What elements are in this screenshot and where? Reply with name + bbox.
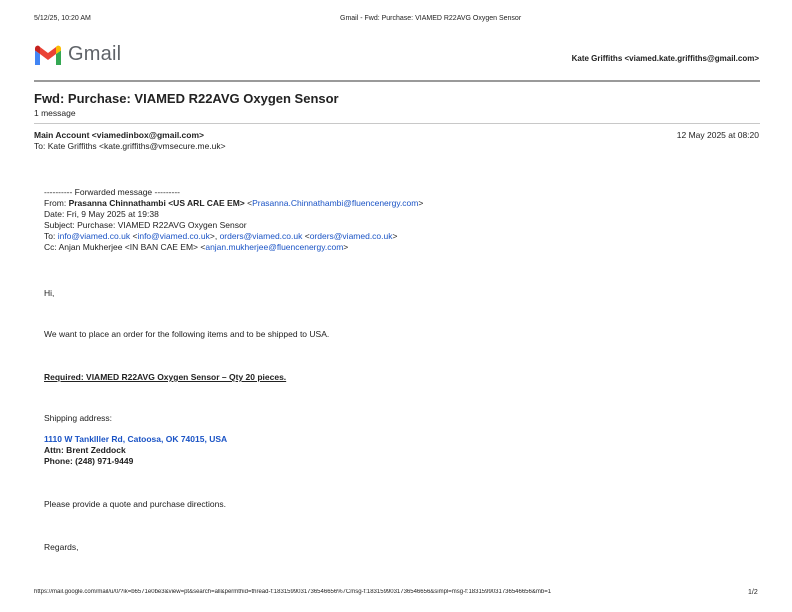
gmail-logo[interactable]: [33, 43, 121, 66]
header-divider: [34, 80, 760, 82]
cc-end: >: [343, 242, 349, 252]
forward-separator: ---------- Forwarded message ---------: [44, 187, 180, 197]
message-to: To: Kate Griffiths <kate.griffiths@vmsecure.me.uk>: [34, 141, 226, 151]
forward-from-label: From:: [44, 198, 69, 208]
forward-from-open: <: [244, 198, 253, 208]
closing-text: Regards,: [44, 542, 79, 552]
to-sep-2: >,: [209, 231, 220, 241]
forward-date: Date: Fri, 9 May 2025 at 19:38: [44, 209, 159, 219]
to-sep-4: >: [392, 231, 398, 241]
forward-from-name: Prasanna Chinnathambi <US ARL CAE EM>: [68, 198, 245, 208]
message-count: 1 message: [34, 108, 76, 118]
greeting: Hi,: [44, 288, 55, 298]
to-sep-3: <: [302, 231, 310, 241]
message-date: 12 May 2025 at 08:20: [676, 130, 759, 140]
to-email-link-1[interactable]: info@viamed.co.uk: [57, 231, 131, 241]
to-sep-1: <: [130, 231, 138, 241]
request-text: Please provide a quote and purchase directions.: [44, 499, 226, 509]
subject-divider: [34, 123, 760, 124]
forward-to: [44, 231, 397, 242]
intro-text: We want to place an order for the following items and to be shipped to USA.: [44, 329, 330, 339]
to-email-link-4[interactable]: orders@viamed.co.uk: [309, 231, 393, 241]
gmail-m-icon: [33, 43, 63, 66]
forward-from: [44, 198, 423, 209]
thread-subject: Fwd: Purchase: VIAMED R22AVG Oxygen Sensor: [34, 91, 339, 106]
footer-url: https://mail.google.com/mail/u/0/?ik=b6571e0be3&view=pt&search=all&permthid=thread-f:1831599031736546656%7Cmsg-f:1831599031736546656&simpl=msg-f:1831599031736546656&mb=1: [34, 589, 552, 595]
print-title: Gmail - Fwd: Purchase: VIAMED R22AVG Oxygen Sensor: [340, 15, 522, 22]
to-email-link-2[interactable]: info@viamed.co.uk: [137, 231, 210, 241]
print-date: 5/12/25, 10:20 AM: [34, 15, 91, 22]
gmail-wordmark: Gmail: [68, 43, 122, 65]
cc-email-link[interactable]: anjan.mukherjee@fluencenergy.com: [205, 242, 344, 252]
forward-from-close: >: [418, 198, 424, 208]
to-email-link-3[interactable]: orders@viamed.co.uk: [219, 231, 303, 241]
address-link[interactable]: 1110 W Tanklller Rd, Catoosa, OK 74015, USA: [44, 434, 228, 444]
required-item: Required: VIAMED R22AVG Oxygen Sensor – Qty 20 pieces.: [44, 372, 287, 382]
forward-to-label: To:: [44, 231, 58, 241]
forward-cc-label: Cc: Anjan Mukherjee <IN BAN CAE EM> <: [44, 242, 206, 252]
page-number: 1/2: [748, 589, 758, 596]
forward-cc: [44, 242, 348, 253]
message-from: Main Account <viamedinbox@gmail.com>: [34, 130, 204, 140]
shipping-label: Shipping address:: [44, 413, 113, 423]
account-user: Kate Griffiths <viamed.kate.griffiths@gmail.com>: [571, 54, 759, 63]
phone-line: Phone: (248) 971-9449: [44, 456, 134, 466]
forward-from-email-link[interactable]: Prasanna.Chinnathambi@fluencenergy.com: [252, 198, 419, 208]
forward-subject: Subject: Purchase: VIAMED R22AVG Oxygen Sensor: [44, 220, 247, 230]
attn-line: Attn: Brent Zeddock: [44, 445, 126, 455]
